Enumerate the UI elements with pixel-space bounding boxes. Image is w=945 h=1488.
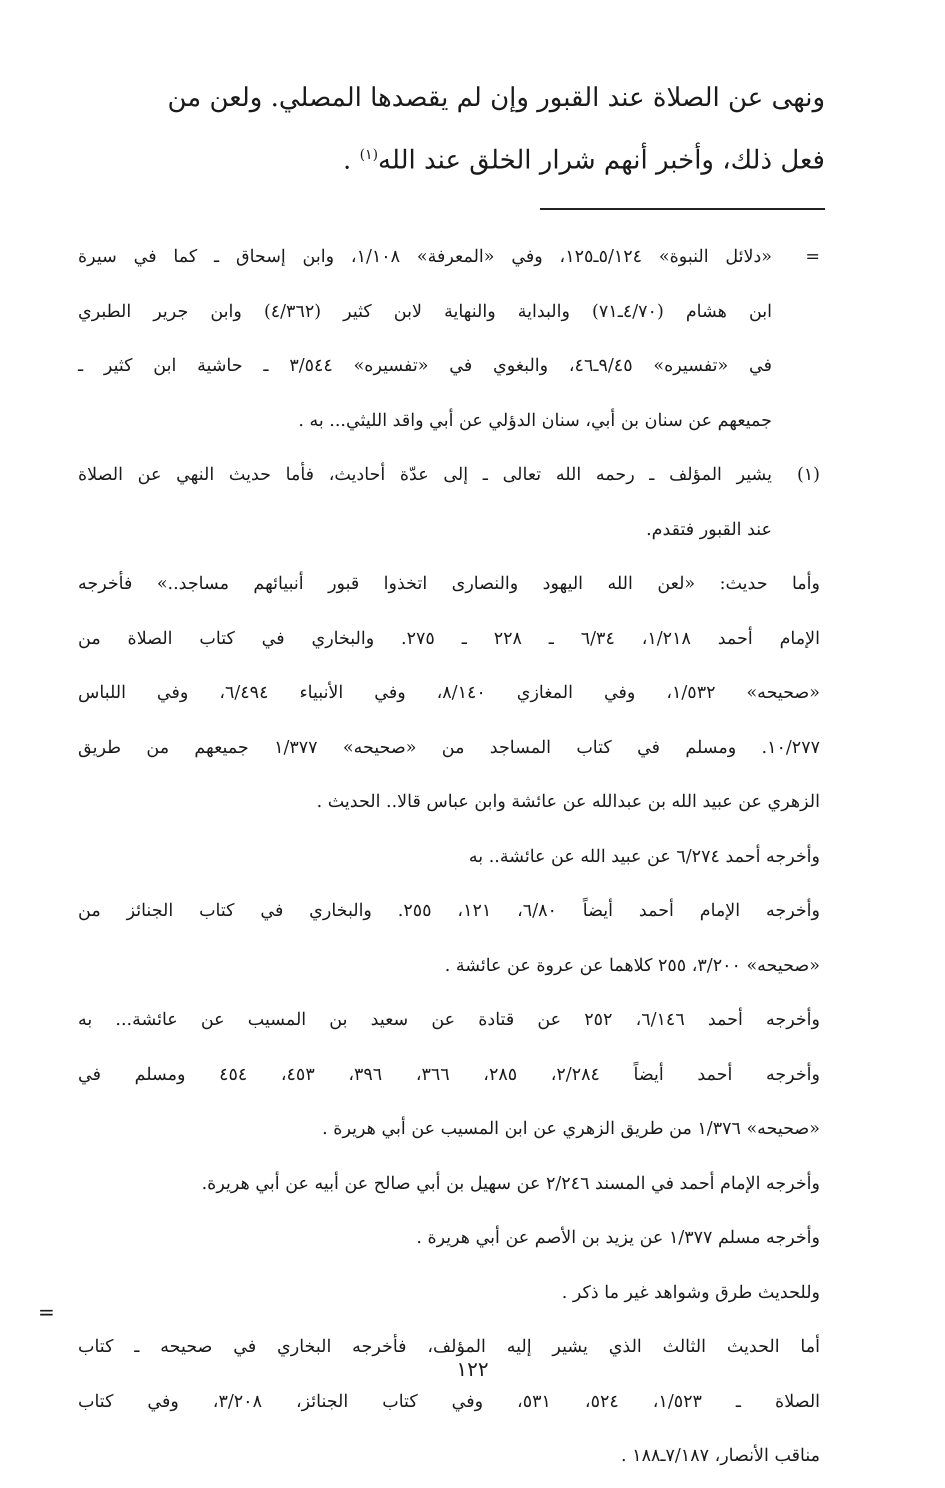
footnote-line: مناقب الأنصار، ٧/١٨٧ـ١٨٨ .: [621, 1446, 820, 1466]
main-text: [80, 70, 825, 190]
footnote-line: وأخرجه مسلم ١/٣٧٧ عن يزيد بن الأصم عن أبي هريرة .: [416, 1228, 820, 1248]
continues-marker: =: [38, 1300, 55, 1324]
footnote-separator: [540, 208, 825, 210]
footnote-line: ابن هشام (٤/٧٠ـ٧١) والبداية والنهاية لابن كثير (٤/٣٦٢) وابن جرير الطبري: [78, 301, 772, 322]
footnote-line: وأخرجه أحمد ٦/٢٧٤ عن عبيد الله عن عائشة.. به: [468, 846, 820, 867]
footnote-line: ١٠/٢٧٧. ومسلم في كتاب المساجد من «صحيحه» ١/٣٧٧ جميعهم من طريق: [78, 737, 820, 758]
footnote-line: أما الحديث الثالث الذي يشير إليه المؤلف، فأخرجه البخاري في صحيحه ـ كتاب: [78, 1337, 820, 1357]
footnote-line: الصلاة ـ ١/٥٢٣، ٥٢٤، ٥٣١، وفي كتاب الجنائز، ٣/٢٠٨، وفي كتاب: [78, 1391, 821, 1412]
footnote-line: «صحيحه» ١/٣٧٦ من طريق الزهري عن ابن المسيب عن أبي هريرة .: [322, 1119, 820, 1139]
footnote-line: عند القبور فتقدم.: [646, 519, 772, 540]
footnote-line: «صحيحه» ٣/٢٠٠، ٢٥٥ كلاهما عن عروة عن عائشة .: [444, 955, 820, 976]
footnotes: [78, 230, 820, 1484]
footnote-line: «صحيحه» ١/٥٣٢، وفي المغازي ٨/١٤٠، وفي الأنبياء ٦/٤٩٤، وفي اللباس: [78, 683, 821, 703]
footnote-line: وأخرجه أحمد ٦/١٤٦، ٢٥٢ عن قتادة عن سعيد بن المسيب عن عائشة... به: [78, 1010, 820, 1030]
main-text-line-end: .: [343, 145, 360, 176]
footnote-line: وأخرجه الإمام أحمد في المسند ٢/٢٤٦ عن سهيل بن أبي صالح عن أبيه عن أبي هريرة.: [201, 1173, 820, 1194]
footnote-line: وأخرجه الإمام أحمد أيضاً ٦/٨٠، ١٢١، ٢٥٥. والبخاري في كتاب الجنائز من: [78, 901, 820, 921]
footnote-line: (١) يشير المؤلف ـ رحمه الله تعالى ـ إلى عدّة أحاديث، فأما حديث النهي عن الصلاة: [78, 448, 820, 503]
main-text-line: [80, 127, 825, 190]
main-text-line: ونهى عن الصلاة عند القبور وإن لم يقصدها المصلي. ولعن من: [167, 83, 825, 113]
footnote-reference: (١): [359, 147, 379, 163]
footnote-number: (١): [796, 465, 820, 485]
footnote-line: جميعهم عن سنان بن أبي، سنان الدؤلي عن أبي واقد الليثي... به .: [298, 410, 772, 431]
main-text-line-content: فعل ذلك، وأخبر أنهم شرار الخلق عند الله: [378, 145, 825, 176]
footnote-line: في «تفسيره» ٩/٤٥ـ٤٦، والبغوي في «تفسيره» ٣/٥٤٤ ـ حاشية ابن كثير ـ: [78, 356, 773, 376]
continued-marker: =: [805, 247, 820, 267]
footnote-line: = «دلائل النبوة» ٥/١٢٤ـ١٢٥، وفي «المعرفة» ١/١٠٨، وابن إسحاق ـ كما في سيرة: [78, 230, 820, 285]
footnote-line: وأما حديث: «لعن الله اليهود والنصارى اتخذوا قبور أنبيائهم مساجد..» فأخرجه: [78, 574, 820, 594]
footnote-line: الزهري عن عبيد الله بن عبدالله عن عائشة وابن عباس قالا.. الحديث .: [316, 792, 820, 812]
footnote-line: وللحديث طرق وشواهد غير ما ذكر .: [561, 1282, 820, 1303]
page-number: ١٢٢: [456, 1357, 489, 1381]
footnote-line: وأخرجه أحمد أيضاً ٢/٢٨٤، ٢٨٥، ٣٦٦، ٣٩٦، ٤٥٣، ٤٥٤ ومسلم في: [78, 1064, 820, 1085]
footnote-line: الإمام أحمد ١/٢١٨، ٦/٣٤ ـ ٢٢٨ ـ ٢٧٥. والبخاري في كتاب الصلاة من: [78, 628, 820, 649]
